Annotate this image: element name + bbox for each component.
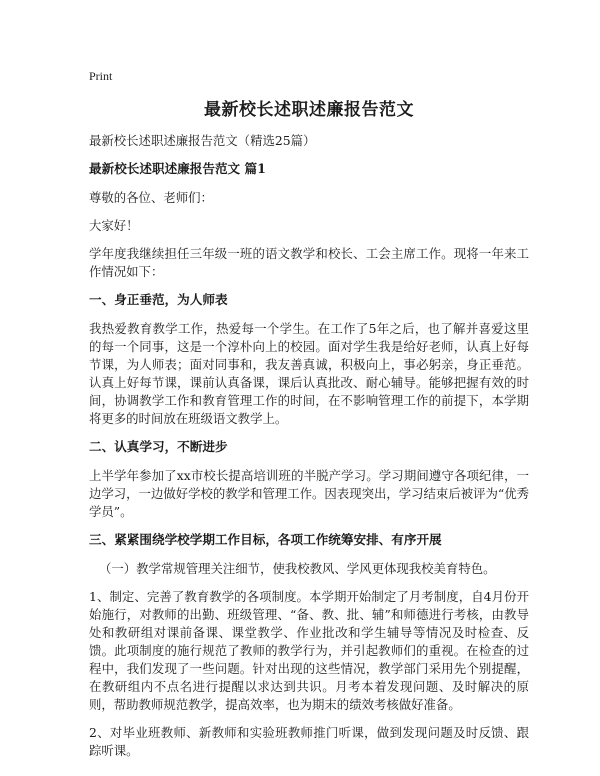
heading-1: 一、身正垂范，为人师表 (89, 292, 228, 307)
print-label[interactable]: Print (89, 69, 113, 83)
heading-3: 三、紧紧围绕学校学期工作目标，各项工作统筹安排、有序开展 (89, 532, 442, 547)
paragraph-3: （一）教学常规管理关注细节，使我校教风、学风更体现我校美育特色。 (99, 561, 496, 576)
document-subtitle: 最新校长述职述廉报告范文（精选25篇） (89, 133, 316, 148)
document-title: 最新校长述职述廉报告范文 (204, 100, 414, 120)
greeting: 尊敬的各位、老师们： (89, 190, 213, 205)
document-page (89, 68, 529, 770)
paragraph-5: 2、对毕业班教师、新教师和实验班教师推门听课，做到发现问题及时反馈、跟踪听课。 (89, 725, 529, 758)
paragraph-4: 1、制定、完善了教育教学的各项制度。本学期开始制定了月考制度，自4月份开始施行，对教师的出勤、班级管理、“备、教、批、辅”和师德进行考核，由教导处和教研组对课前备课、课堂教学、作业批改和学生辅导等情况及时检查、反馈。此项制度的施行规范了教师的教学行为，并引起教师们的重视。在检查的过程中，我们发现了一些问题。针对出现的这些情况，教学部门采用先个别提醒，在教研组内不点名进行提醒以求达到共识。月考本着发现问题、及时解决的原则，帮助教师规范教学，提高效率，也为期末的绩效考核做好准备。 (89, 589, 529, 712)
paragraph-1: 我热爱教育教学工作，热爱每一个学生。在工作了5年之后，也了解并喜爱这里的每一个同事，这是一个淳朴向上的校园。面对学生我是给好老师，认真上好每节课，为人师表；面对同事和，我友善真诚，积极向上，事必躬亲，身正垂范。认真上好每节课，课前认真备课，课后认真批改、耐心辅导。能够把握有效的时间，协调教学工作和教育管理工作的时间，在不影响管理工作的前提下，本学期将更多的时间放在班级语文教学上。 (89, 321, 529, 426)
heading-2: 二、认真学习，不断进步 (89, 439, 228, 454)
hello-line: 大家好！ (89, 218, 139, 233)
paragraph-2: 上半学年参加了xx市校长提高培训班的半脱产学习。学习期间遵守各项纪律，一边学习，一边做好学校的教学和管理工作。因表现突出，学习结束后被评为“优秀学员”。 (89, 468, 530, 519)
intro-paragraph: 学年度我继续担任三年级一班的语文教学和校长、工会主席工作。现将一年来工作情况如下： (89, 246, 529, 279)
section-title: 最新校长述职述廉报告范文 篇1 (89, 161, 266, 176)
